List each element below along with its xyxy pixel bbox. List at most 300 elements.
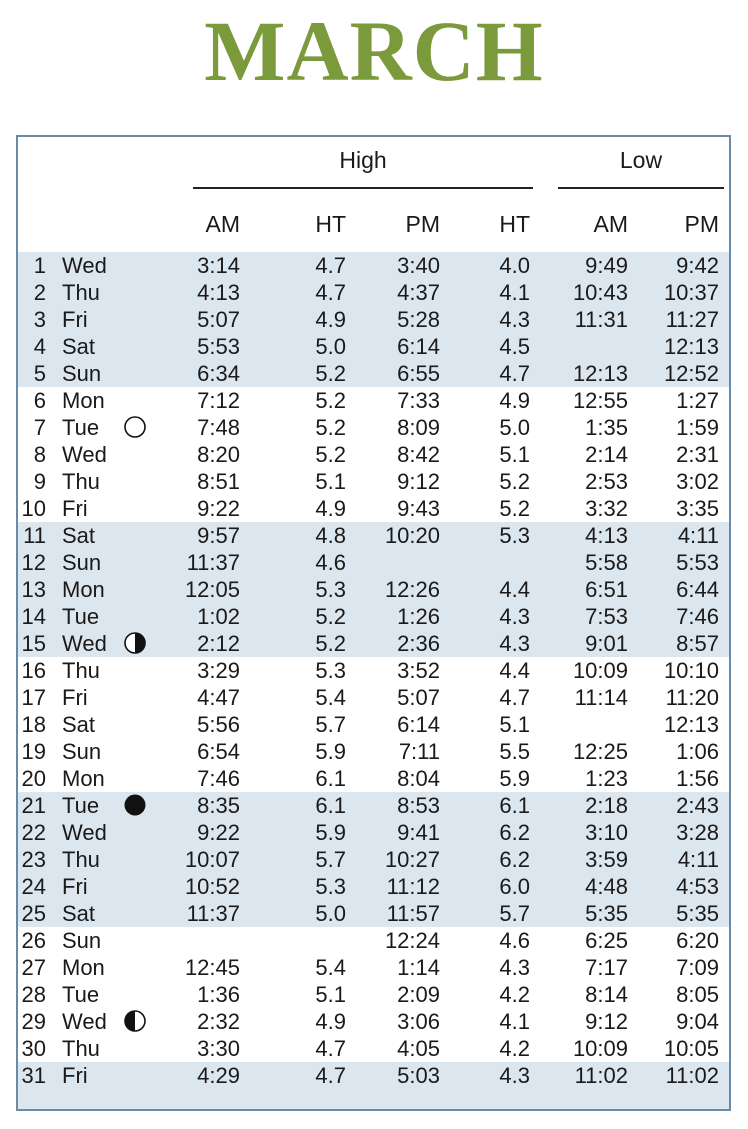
full-moon-icon: [124, 416, 146, 438]
row-low-pm-time: 3:35: [676, 496, 719, 521]
table-row: [18, 1008, 729, 1035]
row-high-am-height: 5.1: [315, 982, 346, 1007]
row-weekday: Tue: [62, 793, 100, 818]
table-row: [18, 954, 729, 981]
table-row: [18, 603, 729, 630]
row-low-pm-time: 3:28: [676, 820, 719, 845]
table-row: [18, 414, 729, 441]
row-day: 28: [21, 982, 46, 1007]
table-row: [18, 684, 729, 711]
row-moon-phase: [122, 927, 148, 954]
row-weekday: Sun: [62, 361, 102, 386]
row-weekday: Sat: [62, 712, 96, 737]
row-weekday: Sat: [62, 901, 96, 926]
row-high-am-time: 9:22: [197, 820, 240, 845]
first-quarter-icon: [124, 1010, 146, 1032]
row-weekday: Sat: [62, 334, 96, 359]
row-low-pm-time: 8:05: [676, 982, 719, 1007]
row-high-am-height: 5.1: [315, 469, 346, 494]
row-high-pm-time: 9:43: [397, 496, 440, 521]
row-high-am-time: 3:30: [197, 1036, 240, 1061]
row-high-pm-height: 4.1: [499, 1009, 530, 1034]
row-high-am-time: 12:05: [184, 577, 240, 602]
table-row: [18, 873, 729, 900]
row-high-pm-height: 4.7: [499, 685, 530, 710]
row-low-pm-time: 11:27: [665, 307, 719, 332]
row-high-am-time: 7:12: [197, 388, 240, 413]
row-day: 21: [21, 793, 46, 818]
row-weekday: Wed: [62, 820, 107, 845]
row-low-pm-time: 8:57: [676, 631, 719, 656]
row-low-pm-time: 6:20: [676, 928, 719, 953]
row-low-am-time: 1:35: [585, 415, 628, 440]
row-high-pm-height: 4.0: [499, 253, 530, 278]
row-day: 24: [21, 874, 46, 899]
row-moon-phase: [122, 711, 148, 738]
row-high-pm-time: 7:33: [397, 388, 440, 413]
row-moon-phase: [122, 900, 148, 927]
row-moon-phase: [122, 441, 148, 468]
row-high-am-height: 5.2: [315, 604, 346, 629]
table-row: [18, 333, 729, 360]
row-high-am-height: 4.9: [315, 1009, 346, 1034]
row-high-am-height: 5.2: [315, 631, 346, 656]
row-high-am-time: 6:34: [197, 361, 240, 386]
row-high-am-time: 11:37: [186, 901, 240, 926]
row-day: 15: [21, 631, 46, 656]
row-high-am-time: 4:29: [197, 1063, 240, 1088]
row-high-pm-time: 10:27: [384, 847, 440, 872]
row-high-pm-time: 5:03: [397, 1063, 440, 1088]
row-high-am-height: 5.7: [315, 712, 346, 737]
row-day: 26: [21, 928, 46, 953]
row-weekday: Mon: [62, 955, 105, 980]
row-low-am-time: 12:13: [572, 361, 628, 386]
row-high-pm-time: 4:05: [397, 1036, 440, 1061]
row-low-pm-time: 10:37: [663, 280, 719, 305]
row-high-pm-height: 5.7: [499, 901, 530, 926]
row-high-am-time: 10:07: [184, 847, 240, 872]
row-weekday: Fri: [62, 1063, 88, 1088]
row-day: 13: [21, 577, 46, 602]
row-high-pm-height: 4.4: [499, 577, 530, 602]
row-low-am-time: 10:09: [572, 658, 628, 683]
row-low-pm-time: 12:13: [663, 334, 719, 359]
row-weekday: Thu: [62, 847, 100, 872]
row-low-pm-time: 12:52: [663, 361, 719, 386]
row-high-am-height: 5.3: [315, 874, 346, 899]
row-moon-phase: [122, 981, 148, 1008]
row-low-pm-time: 11:20: [665, 685, 719, 710]
table-row: [18, 549, 729, 576]
row-high-am-height: 6.1: [315, 766, 346, 791]
row-low-pm-time: 11:02: [665, 1063, 719, 1088]
row-high-pm-height: 4.6: [499, 928, 530, 953]
row-day: 7: [33, 415, 46, 440]
row-high-pm-height: 6.1: [499, 793, 530, 818]
row-low-am-time: 11:02: [574, 1063, 628, 1088]
table-row: [18, 927, 729, 954]
group-rule-low: [558, 187, 724, 189]
table-row: [18, 522, 729, 549]
row-low-am-time: 5:58: [585, 550, 628, 575]
row-day: 23: [21, 847, 46, 872]
row-moon-phase: [122, 279, 148, 306]
row-low-pm-time: 3:02: [676, 469, 719, 494]
row-high-am-time: 3:29: [197, 658, 240, 683]
row-low-am-time: 12:25: [572, 739, 628, 764]
row-high-pm-time: 8:42: [397, 442, 440, 467]
row-high-am-height: 4.9: [315, 307, 346, 332]
row-day: 8: [33, 442, 46, 467]
new-moon-icon: [124, 794, 146, 816]
row-high-pm-time: 10:20: [384, 523, 440, 548]
row-high-pm-height: [448, 549, 530, 576]
table-row: [18, 630, 729, 657]
row-low-am-time: 9:01: [585, 631, 628, 656]
row-low-am-time: 9:12: [585, 1009, 628, 1034]
table-row: [18, 819, 729, 846]
row-weekday: Mon: [62, 766, 105, 791]
row-high-pm-time: 3:52: [397, 658, 440, 683]
row-high-am-height: 4.6: [315, 550, 346, 575]
col-header-low-pm: PM: [684, 211, 719, 237]
row-moon-phase: [122, 684, 148, 711]
row-high-am-time: 2:32: [197, 1009, 240, 1034]
row-moon-phase: [122, 252, 148, 279]
row-day: 22: [21, 820, 46, 845]
row-high-am-time: 11:37: [186, 550, 240, 575]
page-title: MARCH: [204, 3, 544, 99]
row-moon-phase: [122, 630, 148, 657]
row-high-pm-time: 6:14: [397, 712, 440, 737]
col-header-low-am: AM: [593, 211, 628, 237]
row-day: 12: [21, 550, 46, 575]
row-day: 4: [33, 334, 46, 359]
row-weekday: Sun: [62, 550, 102, 575]
row-high-pm-height: 5.0: [499, 415, 530, 440]
row-low-am-time: 2:53: [585, 469, 628, 494]
row-low-am-time: 4:13: [585, 523, 628, 548]
row-low-pm-time: 1:06: [676, 739, 719, 764]
row-high-pm-height: 5.1: [499, 712, 530, 737]
group-rule-high: [193, 187, 533, 189]
row-low-am-time: 3:32: [585, 496, 628, 521]
table-row: [18, 711, 729, 738]
row-day: 20: [21, 766, 46, 791]
row-high-pm-time: 6:14: [397, 334, 440, 359]
table-row: [18, 360, 729, 387]
row-high-pm-time: 11:57: [386, 901, 440, 926]
row-high-pm-height: 4.4: [499, 658, 530, 683]
row-weekday: Wed: [62, 253, 107, 278]
group-header-high: High: [339, 147, 387, 173]
row-moon-phase: [122, 846, 148, 873]
row-low-am-time: 3:10: [585, 820, 628, 845]
row-high-am-time: 8:51: [197, 469, 240, 494]
row-low-am-time: 2:18: [585, 793, 628, 818]
row-low-am-time: 6:51: [585, 577, 628, 602]
row-high-am-time: 8:35: [197, 793, 240, 818]
row-moon-phase: [122, 873, 148, 900]
row-high-am-time: 8:20: [197, 442, 240, 467]
table-row: [18, 738, 729, 765]
row-high-pm-height: 6.0: [499, 874, 530, 899]
table-row: [18, 441, 729, 468]
row-weekday: Wed: [62, 1009, 107, 1034]
row-moon-phase: [122, 1062, 148, 1089]
row-low-am-time: 10:43: [572, 280, 628, 305]
row-moon-phase: [122, 549, 148, 576]
row-low-am-time: 1:23: [585, 766, 628, 791]
row-high-pm-height: 6.2: [499, 820, 530, 845]
table-row: [18, 981, 729, 1008]
row-high-pm-height: 5.3: [499, 523, 530, 548]
row-high-am-time: 3:14: [197, 253, 240, 278]
row-high-pm-time: 8:09: [397, 415, 440, 440]
row-high-pm-time: 1:14: [397, 955, 440, 980]
row-high-am-time: 5:53: [197, 334, 240, 359]
row-high-pm-time: 1:26: [397, 604, 440, 629]
row-day: 18: [21, 712, 46, 737]
row-low-pm-time: 4:11: [677, 523, 719, 548]
row-day: 14: [21, 604, 46, 629]
group-header-low: Low: [619, 147, 663, 173]
col-header-high-pm: PM: [405, 211, 440, 237]
row-high-pm-time: 12:24: [384, 928, 440, 953]
row-high-pm-time: 4:37: [397, 280, 440, 305]
row-low-am-time: 8:14: [585, 982, 628, 1007]
row-high-am-time: 7:48: [197, 415, 240, 440]
row-low-pm-time: 7:09: [676, 955, 719, 980]
row-weekday: Wed: [62, 442, 107, 467]
row-low-pm-time: 1:56: [676, 766, 719, 791]
row-low-pm-time: 5:35: [676, 901, 719, 926]
row-high-pm-height: 4.3: [499, 955, 530, 980]
row-high-pm-time: 11:12: [386, 874, 440, 899]
row-weekday: Fri: [62, 874, 88, 899]
row-high-pm-height: 4.3: [499, 1063, 530, 1088]
row-low-pm-time: 12:13: [663, 712, 719, 737]
row-moon-phase: [122, 414, 148, 441]
row-high-pm-time: 7:11: [398, 739, 440, 764]
row-high-am-height: 6.1: [315, 793, 346, 818]
row-low-pm-time: 4:53: [676, 874, 719, 899]
row-low-am-time: 9:49: [585, 253, 628, 278]
table-row: [18, 468, 729, 495]
row-weekday: Thu: [62, 469, 100, 494]
row-high-am-time: 1:36: [197, 982, 240, 1007]
row-weekday: Thu: [62, 1036, 100, 1061]
row-low-am-time: 12:55: [572, 388, 628, 413]
table-row: [18, 252, 729, 279]
row-high-am-height: 5.3: [315, 658, 346, 683]
row-low-am-time: 7:17: [585, 955, 628, 980]
row-moon-phase: [122, 306, 148, 333]
row-moon-phase: [122, 738, 148, 765]
last-quarter-icon: [124, 632, 146, 654]
row-high-pm-height: 4.7: [499, 361, 530, 386]
row-high-pm-time: 12:26: [384, 577, 440, 602]
row-low-am-time: 6:25: [585, 928, 628, 953]
row-high-am-time: 4:13: [197, 280, 240, 305]
row-high-pm-time: [356, 549, 440, 576]
table-row: [18, 765, 729, 792]
row-low-pm-time: 7:46: [676, 604, 719, 629]
row-high-pm-height: 4.2: [499, 982, 530, 1007]
col-header-high-pm-ht: HT: [499, 211, 530, 237]
row-high-am-height: 5.9: [315, 739, 346, 764]
row-high-am-height: 5.2: [315, 415, 346, 440]
row-moon-phase: [122, 954, 148, 981]
row-high-pm-time: 5:07: [397, 685, 440, 710]
row-low-pm-time: 2:43: [676, 793, 719, 818]
row-low-am-time: 10:09: [572, 1036, 628, 1061]
table-row: [18, 495, 729, 522]
row-moon-phase: [122, 792, 148, 819]
col-header-high-am: AM: [205, 211, 240, 237]
row-moon-phase: [122, 765, 148, 792]
row-day: 17: [21, 685, 46, 710]
row-high-pm-height: 4.3: [499, 631, 530, 656]
row-day: 16: [21, 658, 46, 683]
row-high-pm-time: 9:12: [397, 469, 440, 494]
row-high-am-height: 4.8: [315, 523, 346, 548]
col-header-high-am-ht: HT: [315, 211, 346, 237]
row-high-am-height: 5.9: [315, 820, 346, 845]
row-high-pm-height: 5.2: [499, 496, 530, 521]
row-day: 31: [21, 1063, 46, 1088]
row-weekday: Fri: [62, 685, 88, 710]
table-row: [18, 1062, 729, 1089]
row-low-pm-time: 9:42: [676, 253, 719, 278]
table-row: [18, 792, 729, 819]
row-high-pm-time: 9:41: [397, 820, 440, 845]
table-row: [18, 279, 729, 306]
row-high-pm-time: 5:28: [397, 307, 440, 332]
row-weekday: Sat: [62, 523, 96, 548]
row-high-pm-time: 2:36: [397, 631, 440, 656]
row-high-pm-time: 2:09: [397, 982, 440, 1007]
row-high-am-time: 2:12: [197, 631, 240, 656]
row-weekday: Mon: [62, 388, 105, 413]
row-moon-phase: [122, 495, 148, 522]
row-high-am-height: 4.9: [315, 496, 346, 521]
table-row: [18, 387, 729, 414]
row-high-pm-time: 8:53: [397, 793, 440, 818]
row-day: 27: [21, 955, 46, 980]
row-high-am-time: 10:52: [184, 874, 240, 899]
row-high-am-height: 5.2: [315, 442, 346, 467]
row-weekday: Tue: [62, 604, 100, 629]
row-low-am-time: 4:48: [585, 874, 628, 899]
row-high-am-time: 9:22: [197, 496, 240, 521]
row-high-am-height: 5.0: [315, 901, 346, 926]
row-low-pm-time: 5:53: [676, 550, 719, 575]
row-moon-phase: [122, 576, 148, 603]
row-weekday: Tue: [62, 415, 100, 440]
row-high-am-height: 5.3: [315, 577, 346, 602]
row-high-am-time: 1:02: [197, 604, 240, 629]
row-moon-phase: [122, 333, 148, 360]
row-high-am-height: 4.7: [315, 1036, 346, 1061]
row-high-am-height: 5.0: [315, 334, 346, 359]
row-high-am-time: 12:45: [184, 955, 240, 980]
row-low-pm-time: 6:44: [676, 577, 719, 602]
row-high-am-height: 5.7: [315, 847, 346, 872]
row-moon-phase: [122, 657, 148, 684]
row-low-pm-time: 1:27: [676, 388, 719, 413]
row-high-am-height: 5.4: [315, 955, 346, 980]
row-high-am-time: 6:54: [197, 739, 240, 764]
row-low-am-time: 11:14: [574, 685, 628, 710]
row-high-pm-height: 4.9: [499, 388, 530, 413]
table-row: [18, 576, 729, 603]
row-low-pm-time: 4:11: [677, 847, 719, 872]
row-weekday: Thu: [62, 658, 100, 683]
row-low-am-time: 2:14: [585, 442, 628, 467]
row-high-am-height: 5.2: [315, 388, 346, 413]
row-low-pm-time: 2:31: [676, 442, 719, 467]
row-moon-phase: [122, 819, 148, 846]
row-moon-phase: [122, 468, 148, 495]
row-low-am-time: 5:35: [585, 901, 628, 926]
row-high-pm-time: 3:40: [397, 253, 440, 278]
row-low-am-time: 7:53: [585, 604, 628, 629]
row-low-pm-time: 1:59: [676, 415, 719, 440]
row-weekday: Fri: [62, 496, 88, 521]
row-high-pm-time: 3:06: [397, 1009, 440, 1034]
row-day: 29: [21, 1009, 46, 1034]
row-high-pm-time: 6:55: [397, 361, 440, 386]
table-row: [18, 846, 729, 873]
row-high-pm-height: 4.5: [499, 334, 530, 359]
row-high-am-time: 4:47: [197, 685, 240, 710]
row-weekday: Fri: [62, 307, 88, 332]
row-low-am-time: [538, 711, 628, 738]
row-high-pm-height: 6.2: [499, 847, 530, 872]
row-high-pm-height: 4.2: [499, 1036, 530, 1061]
row-high-am-time: [150, 927, 240, 954]
row-high-am-time: 5:56: [197, 712, 240, 737]
row-high-pm-time: 8:04: [397, 766, 440, 791]
row-low-pm-time: 9:04: [676, 1009, 719, 1034]
row-high-am-time: 9:57: [197, 523, 240, 548]
row-day: 6: [33, 388, 46, 413]
row-weekday: Tue: [62, 982, 100, 1007]
row-moon-phase: [122, 1008, 148, 1035]
row-high-am-time: 7:46: [197, 766, 240, 791]
row-high-am-height: 4.7: [315, 280, 346, 305]
row-day: 3: [33, 307, 46, 332]
row-moon-phase: [122, 360, 148, 387]
row-moon-phase: [122, 522, 148, 549]
row-day: 19: [21, 739, 46, 764]
row-high-am-height: 4.7: [315, 253, 346, 278]
row-high-am-height: 4.7: [315, 1063, 346, 1088]
row-weekday: Thu: [62, 280, 100, 305]
row-high-pm-height: 4.1: [499, 280, 530, 305]
row-day: 25: [21, 901, 46, 926]
row-day: 1: [33, 253, 46, 278]
row-moon-phase: [122, 1035, 148, 1062]
table-row: [18, 657, 729, 684]
table-row: [18, 306, 729, 333]
row-weekday: Sun: [62, 928, 102, 953]
row-weekday: Mon: [62, 577, 105, 602]
row-day: 9: [33, 469, 46, 494]
row-weekday: Sun: [62, 739, 102, 764]
